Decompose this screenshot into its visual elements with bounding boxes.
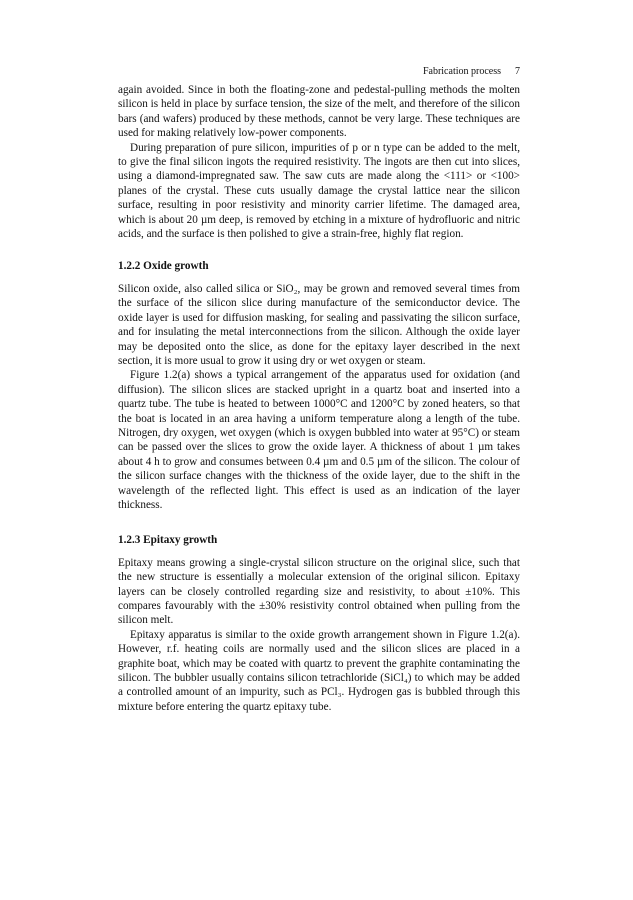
- running-head-title: Fabrication process: [422, 66, 501, 77]
- paragraph-epitaxy-2: Epitaxy apparatus is similar to the oxide growth arrangement shown in Figure 1.2(a). However, r.f. heating coils are normally used and the silicon slices are placed in a graphite boat, which may be coated with quartz to prevent the graphite contaminating the silicon. The bubbler usually contains silicon tetrachloride (SiCl₄) to which may be added a controlled amount of an impurity, such as PCl₃. Hydrogen gas is bubbled through this mixture before entering the quartz epitaxy tube.: [118, 628, 520, 713]
- running-head: [118, 65, 520, 79]
- paragraph-intro-1: again avoided. Since in both the floating-zone and pedestal-pulling methods the molten silicon is held in place by surface tension, the size of the melt, and therefore of the silicon bars (and wafers) produced by these methods, cannot be very large. These techniques are used for making relatively low-power components.: [118, 84, 520, 140]
- paragraph-oxide-2: Figure 1.2(a) shows a typical arrangement of the apparatus used for oxidation (and diffusion). The silicon slices are stacked upright in a quartz boat and inserted into a quartz tube. The tube is heated to between 1000°C and 1200°C by zoned heaters, so that the boat is located in an area having a uniform temperature along a length of the tube. Nitrogen, dry oxygen, wet oxygen (which is oxygen bubbled into water at 95°C) or steam can be passed over the slices to grow the oxide layer. A thickness of about 1 µm takes about 4 h to grow and consumes between 0.4 µm and 0.5 µm of the silicon. The colour of the silicon surface changes with the thickness of the oxide layer, due to the shift in the wavelength of the reflected light. This effect is used as an indication of the layer thickness.: [118, 369, 520, 511]
- section-heading-oxide-growth: 1.2.2 Oxide growth: [118, 260, 209, 273]
- paragraph-epitaxy-1: Epitaxy means growing a single-crystal silicon structure on the original slice, such that the new structure is essentially a molecular extension of the original silicon. Epitaxy layers can be closely controlled regarding size and resistivity, to about ±10%. This compares favourably with the ±30% resistivity control obtained when pulling from the silicon melt.: [118, 556, 520, 627]
- body-text: [118, 83, 520, 714]
- paragraph-oxide-1: Silicon oxide, also called silica or SiO₂, may be grown and removed several times from the surface of the silicon slice during manufacture of the semiconductor device. The oxide layer is used for diffusion masking, for sealing and passivating the silicon surface, and for insulating the metal interconnections from the silicon. Although the oxide layer may be deposited onto the slice, as done for the epitaxy layer described in the next section, it is more usual to grow it using dry or wet oxygen or steam.: [118, 282, 520, 367]
- paragraph-intro-2: During preparation of pure silicon, impurities of p or n type can be added to the melt, to give the final silicon ingots the required resistivity. The ingots are then cut into slices, using a diamond-impregnated saw. The saw cuts are made along the <111> or <100> planes of the crystal. These cuts usually damage the crystal lattice near the silicon surface, resulting in poor resistivity and minority carrier lifetime. The damaged area, which is about 20 µm deep, is removed by etching in a mixture of hydrofluoric and nitric acids, and the surface is then polished to give a strain-free, highly flat region.: [118, 141, 520, 241]
- page-number: 7: [515, 66, 520, 77]
- section-heading-epitaxy-growth: 1.2.3 Epitaxy growth: [118, 534, 218, 547]
